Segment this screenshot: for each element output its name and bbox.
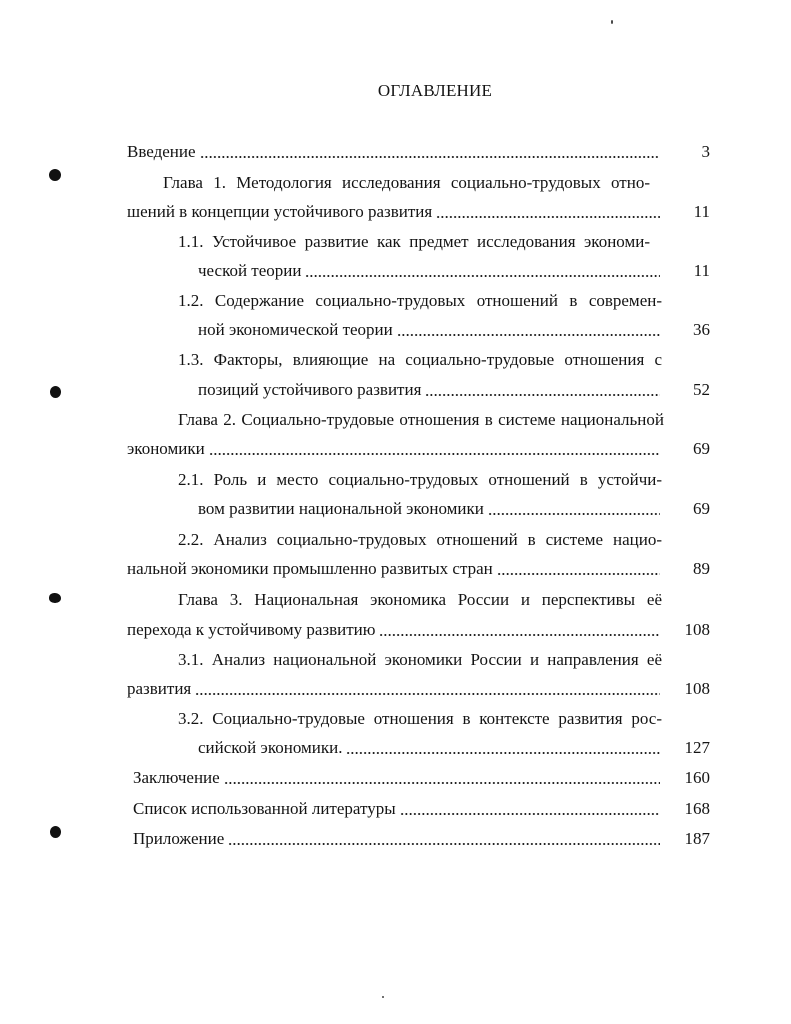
- toc-entry-line: [198, 499, 660, 519]
- toc-page-number: 168: [684, 799, 710, 818]
- punch-hole-mark: [50, 386, 61, 398]
- toc-entry-title-line: Глава 1. Методология исследования социально-трудовых отно-: [163, 173, 650, 192]
- dot-leader: [488, 499, 660, 519]
- toc-entry-line: [133, 799, 660, 819]
- toc-entry-title: Введение: [127, 142, 196, 161]
- toc-entry-line: [127, 559, 660, 579]
- toc-page-number: 36: [693, 320, 710, 339]
- toc-entry-line: [127, 142, 660, 162]
- toc-entry-title: ческой теории: [198, 261, 302, 280]
- toc-entry-title-line: Глава 3. Национальная экономика России и перспективы её: [178, 590, 662, 609]
- toc-entry-title: нальной экономики промышленно развитых стран: [127, 559, 493, 578]
- toc-entry-title: Заключение: [133, 768, 220, 787]
- dot-leader: [224, 768, 660, 788]
- toc-entry-title: экономики: [127, 439, 205, 458]
- toc-entry-line: [127, 439, 660, 459]
- dot-leader: [436, 202, 660, 222]
- toc-entry-title: сийской экономики.: [198, 738, 343, 757]
- toc-page-number: 69: [693, 499, 710, 518]
- toc-entry-title: Список использованной литературы: [133, 799, 396, 818]
- toc-entry-title-line: 2.1. Роль и место социально-трудовых отношений в устойчи-: [178, 470, 662, 489]
- toc-page-number: 11: [693, 261, 710, 280]
- dot-leader: [425, 380, 660, 400]
- toc-entry-line: [198, 261, 660, 281]
- toc-entry-title: ной экономической теории: [198, 320, 393, 339]
- dot-leader: [497, 559, 660, 579]
- toc-entry-line: [127, 202, 660, 222]
- punch-hole-mark: [49, 593, 61, 603]
- dot-leader: [195, 679, 660, 699]
- toc-entry-line: [198, 380, 660, 400]
- toc-page-number: 52: [693, 380, 710, 399]
- toc-entry-title: перехода к устойчивому развитию: [127, 620, 376, 639]
- toc-page-number: 69: [693, 439, 710, 458]
- toc-entry-title-line: 3.1. Анализ национальной экономики России и направления её: [178, 650, 662, 669]
- punch-hole-mark: [49, 169, 61, 181]
- dot-leader: [397, 320, 660, 340]
- toc-entry-line: [198, 738, 660, 758]
- toc-entry-title-line: Глава 2. Социально-трудовые отношения в системе национальной: [178, 410, 664, 429]
- toc-entry-title: развития: [127, 679, 192, 698]
- punch-hole-mark: [50, 826, 61, 838]
- toc-page-number: 187: [684, 829, 710, 848]
- dot-leader: [400, 799, 660, 819]
- toc-page-number: 89: [693, 559, 710, 578]
- toc-page-number: 160: [684, 768, 710, 787]
- dot-leader: [305, 261, 660, 281]
- toc-entry-line: [198, 320, 660, 340]
- toc-entry-title-line: 2.2. Анализ социально-трудовых отношений в системе нацио-: [178, 530, 662, 549]
- dot-leader: [379, 620, 660, 640]
- toc-entry-title: Приложение: [133, 829, 225, 848]
- toc-page-number: 108: [684, 620, 710, 639]
- toc-entry-title-line: 1.2. Содержание социально-трудовых отношений в современ-: [178, 291, 662, 310]
- toc-page-number: 127: [684, 738, 710, 757]
- toc-page-number: 3: [701, 142, 710, 161]
- scan-speck: [382, 996, 384, 998]
- dot-leader: [200, 142, 660, 162]
- toc-entry-title-line: 1.3. Факторы, влияющие на социально-трудовые отношения с: [178, 350, 662, 369]
- toc-page-number: 108: [684, 679, 710, 698]
- dot-leader: [228, 829, 660, 849]
- toc-title: ОГЛАВЛЕНИЕ: [377, 81, 493, 100]
- toc-entry-title-line: 1.1. Устойчивое развитие как предмет исследования экономи-: [178, 232, 650, 251]
- toc-entry-line: [133, 768, 660, 788]
- toc-entry-line: [133, 829, 660, 849]
- dot-leader: [346, 738, 660, 758]
- scan-speck: [611, 20, 613, 24]
- toc-entry-title: позиций устойчивого развития: [198, 380, 422, 399]
- toc-entry-line: [127, 620, 660, 640]
- dot-leader: [209, 439, 660, 459]
- toc-entry-title: вом развитии национальной экономики: [198, 499, 484, 518]
- toc-entry-line: [127, 679, 660, 699]
- toc-entry-title: шений в концепции устойчивого развития: [127, 202, 433, 221]
- toc-entry-title-line: 3.2. Социально-трудовые отношения в контексте развития рос-: [178, 709, 662, 728]
- toc-page-number: 11: [693, 202, 710, 221]
